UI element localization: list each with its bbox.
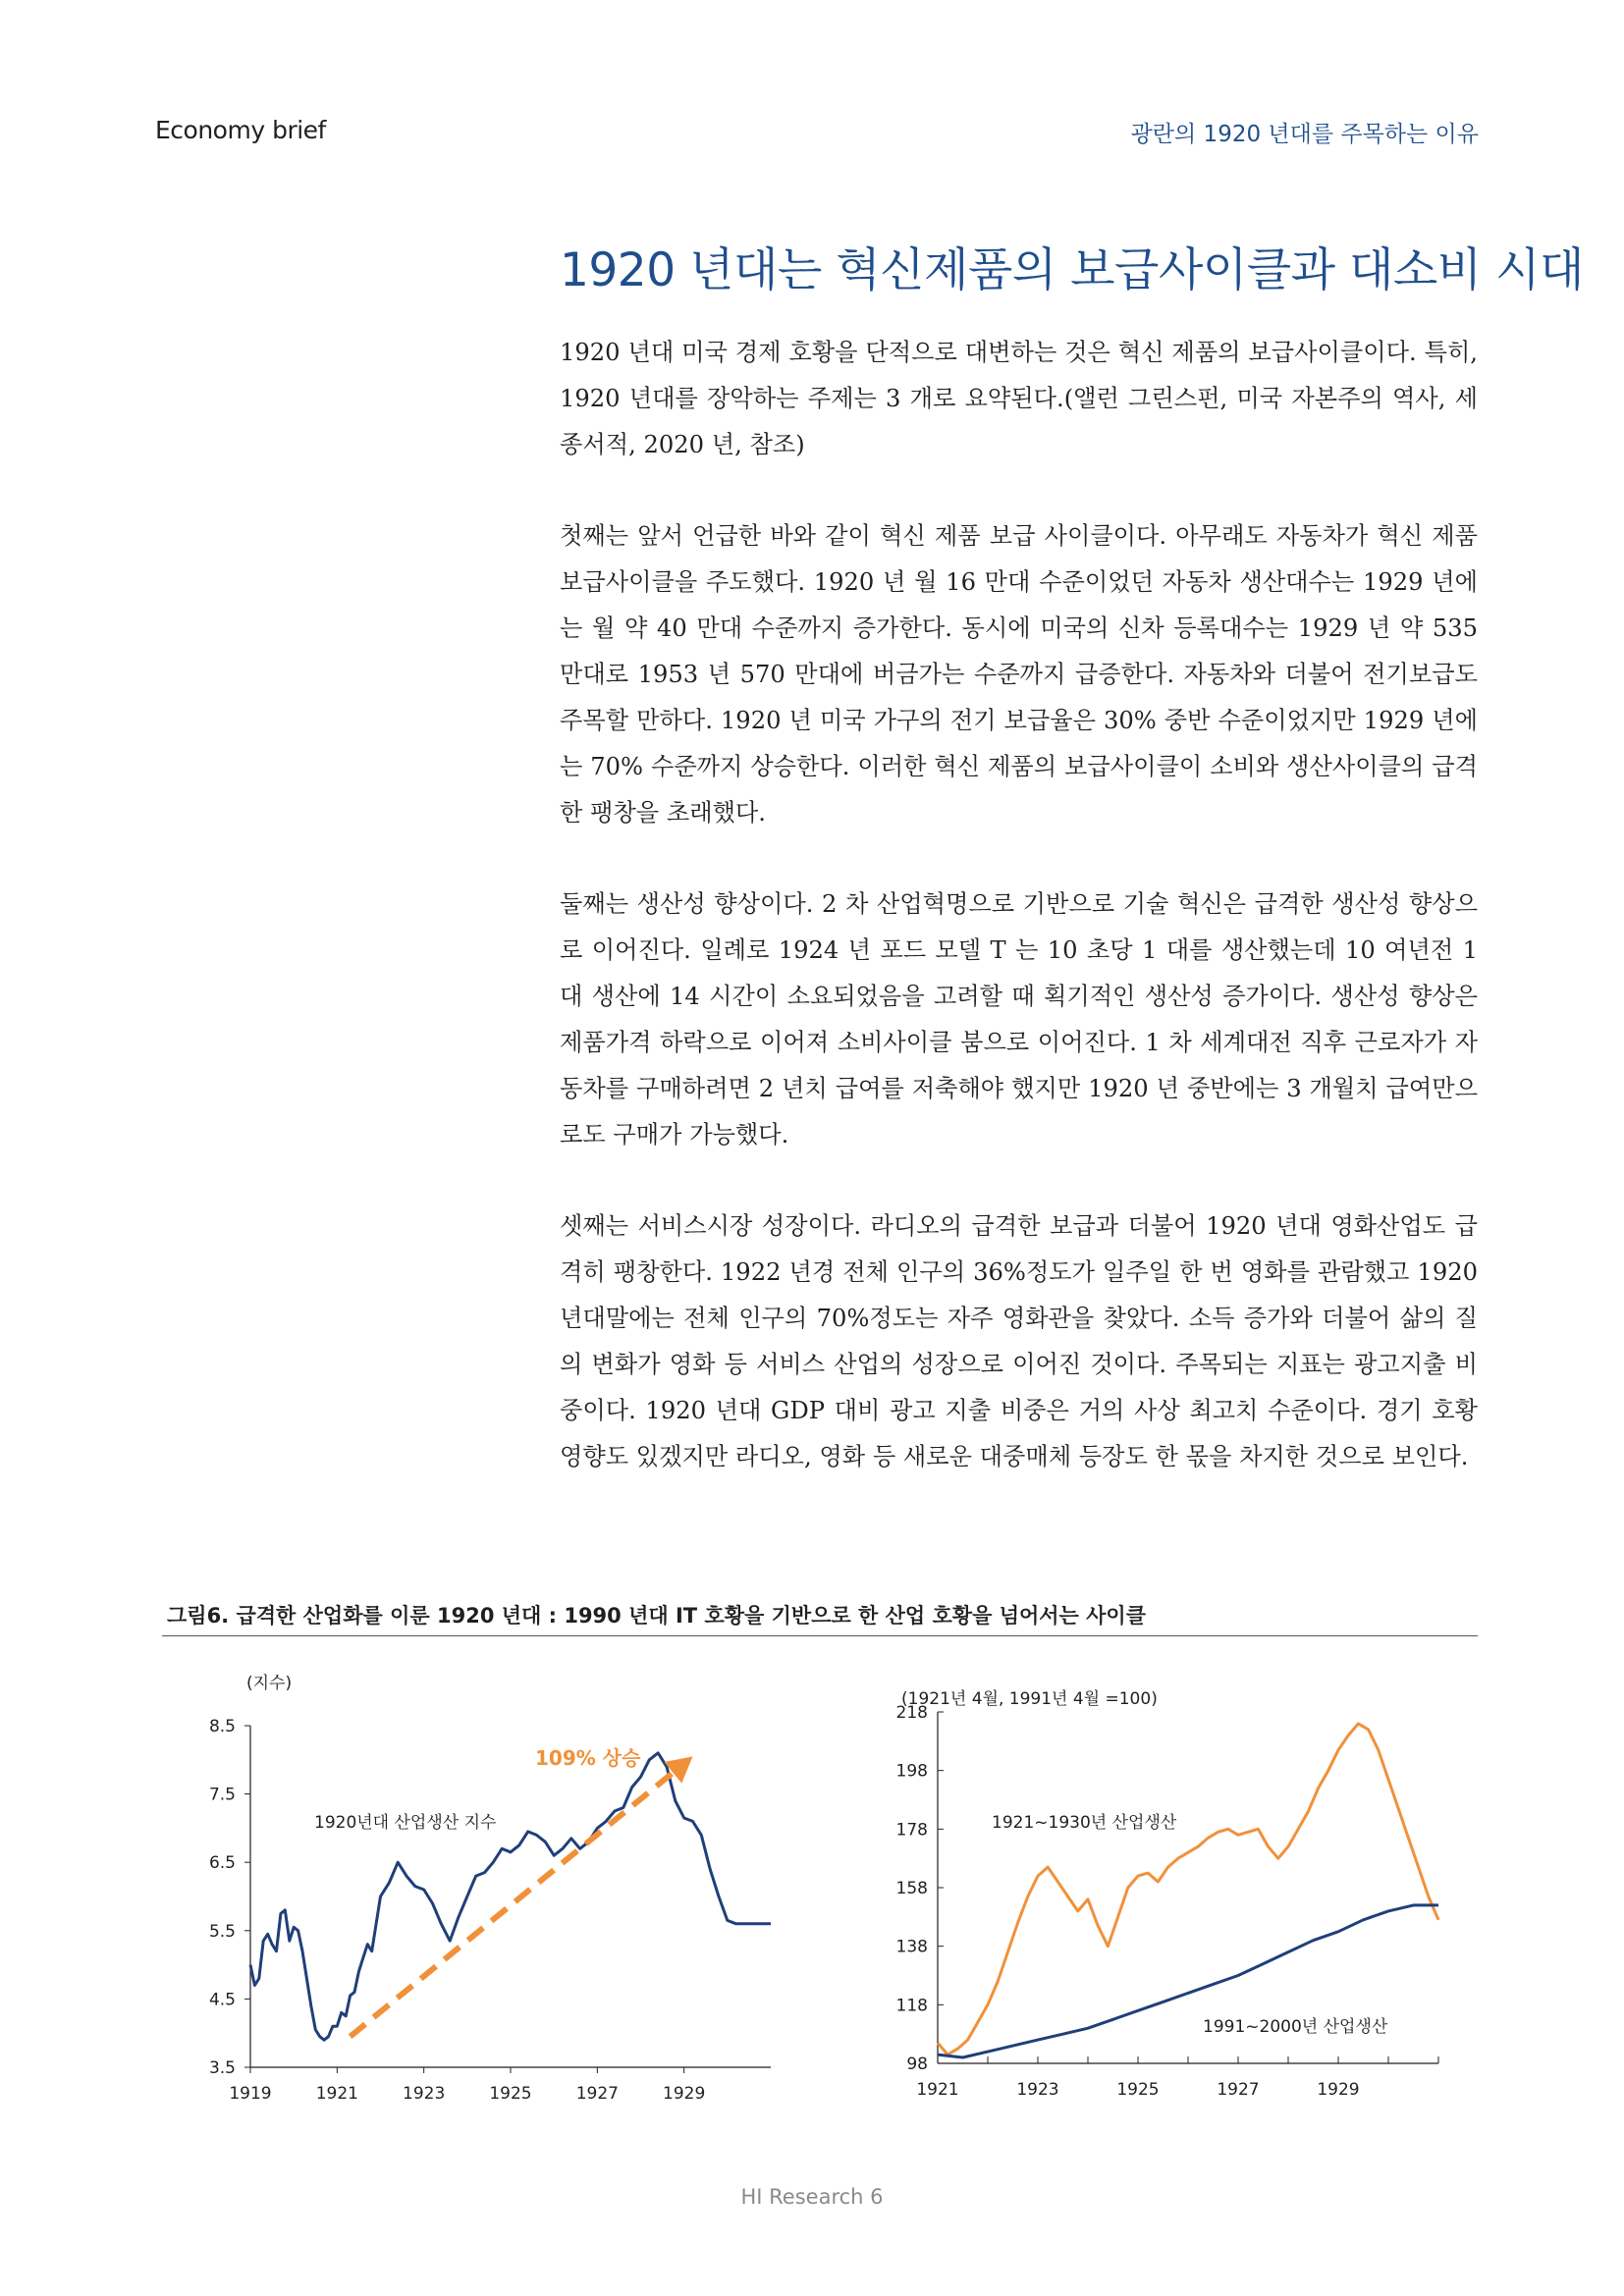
chart2-y-tick-label: 118: [895, 1996, 928, 2016]
chart2-x-tick-label: 1921: [916, 2080, 959, 2100]
header-right: 광란의 1920 년대를 주목하는 이유: [1130, 122, 1479, 147]
chart1-x-tick-label: 1921: [315, 2084, 358, 2104]
chart2-y-tick-label: 198: [895, 1761, 928, 1782]
chart1-series-line: [250, 1753, 771, 2040]
chart2-series-label-1: 1921~1930년 산업생산: [992, 1813, 1177, 1833]
paragraph-4: 셋째는 서비스시장 성장이다. 라디오의 급격한 보급과 더불어 1920 년대 영화산업도 급격히 팽창한다. 1922 년경 전체 인구의 36%정도가 일주일 한 번 영화를 관람했고 1920 년대말에는 전체 인구의 70%정도는 자주 영화관을 찾았다. 소득 증가와 더불어 삶의 질의 변화가 영화 등 서비스 산업의 성장으로 이어진 것이다. 주목되는 지표는 광고지출 비중이다. 1920 년대 GDP 대비 광고 지출 비중은 거의 사상 최고치 수준이다. 경기 호황 영향도 있겠지만 라디오, 영화 등 새로운 대중매체 등장도 한 몫을 차지한 것으로 보인다.: [560, 1212, 1478, 1470]
chart2-y-tick-label: 98: [906, 2055, 928, 2074]
chart2-y-tick-label: 158: [895, 1879, 928, 1898]
chart1-unit-label: (지수): [246, 1674, 293, 1693]
chart1-y-tick-label: 4.5: [208, 1990, 236, 2010]
chart1-axes: [209, 1717, 771, 2104]
chart1-x-tick-label: 1919: [229, 2084, 272, 2104]
chart2-series-line-1: [938, 1724, 1438, 2055]
chart2-series-label-2: 1991~2000년 산업생산: [1203, 2017, 1388, 2037]
chart2-unit-label: (1921년 4월, 1991년 4월 =100): [901, 1689, 1158, 1709]
chart2-x-tick-label: 1923: [1016, 2080, 1059, 2100]
paragraph-3: 둘째는 생산성 향상이다. 2 차 산업혁명으로 기반으로 기술 혁신은 급격한 생산성 향상으로 이어진다. 일례로 1924 년 포드 모델 T 는 10 초당 1 대를 생산했는데 10 여년전 1 대 생산에 14 시간이 소요되었음을 고려할 때 획기적인 생산성 증가이다. 생산성 향상은 제품가격 하락으로 이어져 소비사이클 붐으로 이어진다. 1 차 세계대전 직후 근로자가 자동차를 구매하려면 2 년치 급여를 저축해야 했지만 1920 년 중반에는 3 개월치 급여만으로도 구매가 가능했다.: [560, 890, 1478, 1148]
chart2-x-tick-label: 1925: [1116, 2080, 1160, 2100]
page-footer: HI Research 6: [740, 2185, 884, 2209]
paragraph-1: 1920 년대 미국 경제 호황을 단적으로 대변하는 것은 혁신 제품의 보급사이클이다. 특히, 1920 년대를 장악하는 주제는 3 개로 요약된다.(앨런 그린스펀, 미국 자본주의 역사, 세종서적, 2020 년, 참조): [560, 339, 1478, 458]
header-left: Economy brief: [155, 116, 326, 144]
chart2-y-tick-label: 218: [895, 1703, 928, 1723]
page-title: 1920 년대는 혁신제품의 보급사이클과 대소비 시대: [560, 243, 1584, 297]
chart2-x-tick-label: 1929: [1317, 2080, 1360, 2100]
chart2-y-tick-label: 138: [895, 1937, 928, 1957]
chart2-x-tick-label: 1927: [1217, 2080, 1260, 2100]
figure-rule: [162, 1635, 1478, 1636]
chart2-y-tick-label: 178: [895, 1820, 928, 1841]
chart1-y-tick-label: 7.5: [208, 1785, 236, 1805]
body-text: [560, 330, 1478, 1525]
chart1-y-tick-label: 6.5: [208, 1853, 236, 1874]
chart1-x-tick-label: 1923: [403, 2084, 446, 2104]
paragraph-2: 첫째는 앞서 언급한 바와 같이 혁신 제품 보급 사이클이다. 아무래도 자동차가 혁신 제품 보급사이클을 주도했다. 1920 년 월 16 만대 수준이었던 자동차 생산대수는 1929 년에는 월 약 40 만대 수준까지 증가한다. 동시에 미국의 신차 등록대수는 1929 년 약 535 만대로 1953 년 570 만대에 버금가는 수준까지 급증한다. 자동차와 더불어 전기보급도 주목할 만하다. 1920 년 미국 가구의 전기 보급율은 30% 중반 수준이었지만 1929 년에는 70% 수준까지 상승한다. 이러한 혁신 제품의 보급사이클이 소비와 생산사이클의 급격한 팽창을 초래했다.: [560, 522, 1478, 827]
chart1-x-tick-label: 1929: [663, 2084, 706, 2104]
chart1-x-tick-label: 1927: [575, 2084, 619, 2104]
chart1-annotation: 109% 상승: [535, 1746, 641, 1770]
chart2-axes: [896, 1703, 1438, 2100]
chart1-series-label: 1920년대 산업생산 지수: [314, 1813, 497, 1833]
figure-caption: 그림6. 급격한 산업화를 이룬 1920 년대 : 1990 년대 IT 호황을 기반으로 한 산업 호황을 넘어서는 사이클: [167, 1604, 1147, 1628]
chart1-y-tick-label: 8.5: [208, 1717, 236, 1736]
chart1-y-tick-label: 5.5: [208, 1921, 236, 1942]
chart1-x-tick-label: 1925: [489, 2084, 532, 2104]
industrial-index-chart: [162, 1659, 790, 2120]
chart1-y-tick-label: 3.5: [208, 2058, 236, 2078]
industrial-production-comparison-chart: [864, 1659, 1492, 2120]
